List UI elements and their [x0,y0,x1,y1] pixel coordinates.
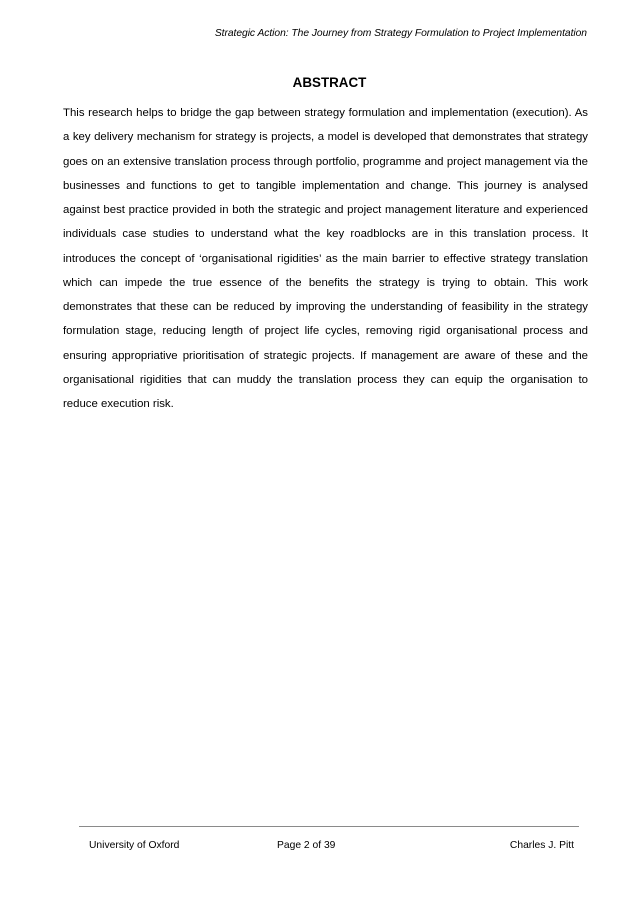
running-header: Strategic Action: The Journey from Strategy Formulation to Project Implementation [214,28,587,39]
abstract-heading: ABSTRACT [292,75,367,90]
footer-page-number: Page 2 of 39 [277,840,336,851]
footer-author: Charles J. Pitt [509,840,574,851]
abstract-body: This research helps to bridge the gap between strategy formulation and implementation (execution). As a key delivery mechanism for strategy is projects, a model is developed that demonstrates that strategy goes on an extensive translation process through portfolio, programme and project management via the businesses and functions to get to tangible implementation and change. This journey is analysed against best practice provided in both the strategic and project management literature and experienced individuals case studies to understand what the key roadblocks are in this translation process. It introduces the concept of ‘organisational rigidities’ as the main barrier to effective strategy translation which can impede the true essence of the benefits the strategy is trying to obtain. This work demonstrates that these can be reduced by improving the understanding of feasibility in the strategy formulation stage, reducing length of project life cycles, removing rigid organisational process and ensuring appropriative prioritisation of strategic projects. If management are aware of these and the organisational rigidities that can muddy the translation process they can equip the organisation to reduce execution risk. [63,107,588,410]
footer-institution: University of Oxford [89,840,180,851]
footer-divider [79,826,579,827]
